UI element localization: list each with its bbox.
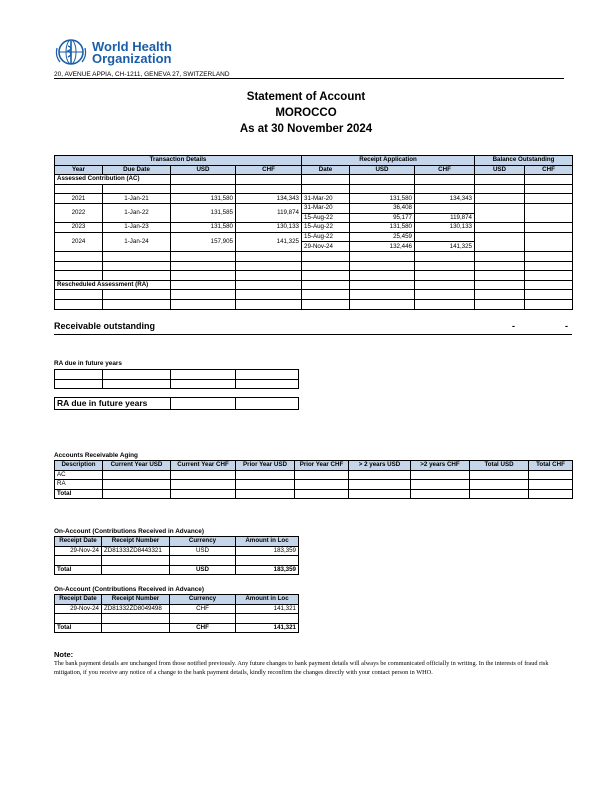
- col-header-year: Year: [55, 165, 103, 175]
- row-chf: 119,874: [236, 203, 302, 222]
- oa2-currency: CHF: [170, 604, 236, 614]
- receipt-chf: 141,325: [415, 242, 475, 252]
- oa1-receipt-number: ZD81333ZD8443321: [102, 546, 170, 556]
- col-header-balance-usd: USD: [475, 165, 525, 175]
- table-row: [55, 470, 573, 480]
- row-year: 2023: [55, 223, 103, 233]
- aging-col-current-usd: Current Year USD: [103, 461, 171, 471]
- group-header-receipt: Receipt Application: [302, 156, 475, 166]
- aging-col-prior-chf: Prior Year CHF: [295, 461, 349, 471]
- col-header-receipt-usd: USD: [350, 165, 415, 175]
- aging-col-prior-usd: Prior Year USD: [236, 461, 295, 471]
- receipt-usd: 36,408: [350, 203, 415, 213]
- col-header-due-date: Due Date: [103, 165, 171, 175]
- receipt-usd: 131,580: [350, 194, 415, 204]
- oa1-col-date: Receipt Date: [55, 537, 102, 547]
- oa2-receipt-date: 29-Nov-24: [55, 604, 102, 614]
- statement-title: Statement of Account: [246, 91, 366, 103]
- aging-row-label: Total: [55, 489, 103, 499]
- row-usd: 131,585: [171, 203, 236, 222]
- on-account-title-2: On-Account (Contributions Received in Advance): [54, 586, 204, 593]
- row-due-date: 1-Jan-23: [103, 223, 171, 233]
- as-at-date: As at 30 November 2024: [239, 123, 373, 135]
- org-name: [92, 41, 172, 65]
- org-address: 20, AVENUE APPIA, CH-1211, GENEVA 27, SWITZERLAND: [54, 71, 230, 78]
- oa1-receipt-date: 29-Nov-24: [55, 546, 102, 556]
- table-row: [55, 546, 299, 556]
- oa1-currency: USD: [170, 546, 236, 556]
- statement-table: [54, 155, 573, 310]
- receipt-usd: 95,177: [350, 213, 415, 223]
- receipt-usd: 132,446: [350, 242, 415, 252]
- receipt-chf: [415, 203, 475, 213]
- table-row: [55, 489, 573, 499]
- group-header-transaction: Transaction Details: [55, 156, 302, 166]
- oa2-total-currency: CHF: [170, 623, 236, 633]
- oa1-total-label: Total: [55, 565, 102, 575]
- oa2-col-number: Receipt Number: [102, 595, 170, 605]
- receipt-date: 15-Aug-22: [302, 223, 350, 233]
- ra-future-table: [54, 369, 299, 389]
- receipt-chf: [415, 232, 475, 242]
- org-name-line1: World Health: [92, 39, 172, 54]
- row-usd: 131,580: [171, 223, 236, 233]
- table-row: [55, 480, 573, 490]
- receipt-date: 15-Aug-22: [302, 213, 350, 223]
- note-heading: Note:: [54, 650, 74, 659]
- receipt-chf: 119,874: [415, 213, 475, 223]
- receipt-date: 15-Aug-22: [302, 232, 350, 242]
- aging-title: Accounts Receivable Aging: [54, 452, 138, 459]
- country-name: MOROCCO: [275, 107, 337, 119]
- row-due-date: 1-Jan-24: [103, 232, 171, 251]
- row-due-date: 1-Jan-21: [103, 194, 171, 204]
- aging-col-2y-usd: > 2 years USD: [349, 461, 411, 471]
- oa2-receipt-number: ZD81332ZD8049498: [102, 604, 170, 614]
- ra-future-label: RA due in future years: [54, 360, 122, 367]
- receipt-date: 31-Mar-20: [302, 194, 350, 204]
- aging-col-description: Description: [55, 461, 103, 471]
- col-header-usd: USD: [171, 165, 236, 175]
- table-row: [55, 194, 573, 204]
- col-header-balance-chf: CHF: [525, 165, 573, 175]
- section-label-ra: Rescheduled Assessment (RA): [55, 280, 171, 290]
- oa2-total-label: Total: [55, 623, 102, 633]
- who-logo-icon: [54, 38, 88, 66]
- receipt-date: 31-Mar-20: [302, 203, 350, 213]
- aging-table: [54, 460, 573, 499]
- oa1-col-amount: Amount in Loc: [236, 537, 299, 547]
- col-header-chf: CHF: [236, 165, 302, 175]
- col-header-date: Date: [302, 165, 350, 175]
- table-row: [55, 604, 299, 614]
- row-chf: 141,325: [236, 232, 302, 251]
- on-account-table-1: [54, 536, 299, 575]
- row-usd: 157,905: [171, 232, 236, 251]
- receivable-chf: -: [565, 321, 568, 331]
- aging-col-current-chf: Current Year CHF: [171, 461, 236, 471]
- table-row: [55, 223, 573, 233]
- oa1-total-amount: 183,359: [236, 565, 299, 575]
- receipt-date: 29-Nov-24: [302, 242, 350, 252]
- receivable-outstanding: [54, 321, 572, 334]
- aging-col-total-chf: Total CHF: [529, 461, 573, 471]
- section-label-ac: Assessed Contribution (AC): [55, 175, 171, 185]
- oa2-total-amount: 141,321: [236, 623, 299, 633]
- receipt-usd: 25,459: [350, 232, 415, 242]
- oa1-col-currency: Currency: [170, 537, 236, 547]
- oa1-amount: 183,359: [236, 546, 299, 556]
- oa1-total-currency: USD: [170, 565, 236, 575]
- receipt-chf: 130,133: [415, 223, 475, 233]
- oa2-amount: 141,321: [236, 604, 299, 614]
- header-divider: [54, 78, 564, 79]
- row-year: 2024: [55, 232, 103, 251]
- table-row: [55, 565, 299, 575]
- oa2-col-date: Receipt Date: [55, 595, 102, 605]
- receivable-underline: [54, 334, 572, 335]
- table-row: [55, 203, 573, 213]
- receivable-label: Receivable outstanding: [54, 321, 156, 331]
- receipt-chf: 134,343: [415, 194, 475, 204]
- oa1-col-number: Receipt Number: [102, 537, 170, 547]
- row-due-date: 1-Jan-22: [103, 203, 171, 222]
- ra-future-total-table: [54, 397, 299, 410]
- oa2-col-amount: Amount in Loc: [236, 595, 299, 605]
- ra-future-total-label: RA due in future years: [55, 398, 171, 410]
- receipt-usd: 131,580: [350, 223, 415, 233]
- aging-col-total-usd: Total USD: [470, 461, 529, 471]
- receivable-usd: -: [512, 321, 515, 331]
- aging-row-label: RA: [55, 480, 103, 490]
- col-header-receipt-chf: CHF: [415, 165, 475, 175]
- table-row: [55, 623, 299, 633]
- oa2-col-currency: Currency: [170, 595, 236, 605]
- row-chf: 134,343: [236, 194, 302, 204]
- row-year: 2021: [55, 194, 103, 204]
- row-year: 2022: [55, 203, 103, 222]
- aging-row-label: AC: [55, 470, 103, 480]
- on-account-title-1: On-Account (Contributions Received in Advance): [54, 528, 204, 535]
- note-text: The bank payment details are unchanged from those notified previously. Any future changes to bank payment details will always be communicated officially in writing. In the interests of fraud risk mitigation, if you receive any notice of a change to the bank payment details, kindly reconfirm the changes directly with your contact person in WHO.: [54, 660, 549, 676]
- org-name-line2: Organization: [92, 51, 172, 66]
- on-account-table-2: [54, 594, 299, 633]
- aging-col-2y-chf: >2 years CHF: [411, 461, 470, 471]
- row-chf: 130,133: [236, 223, 302, 233]
- group-header-balance: Balance Outstanding: [475, 156, 573, 166]
- table-row: [55, 232, 573, 242]
- row-usd: 131,580: [171, 194, 236, 204]
